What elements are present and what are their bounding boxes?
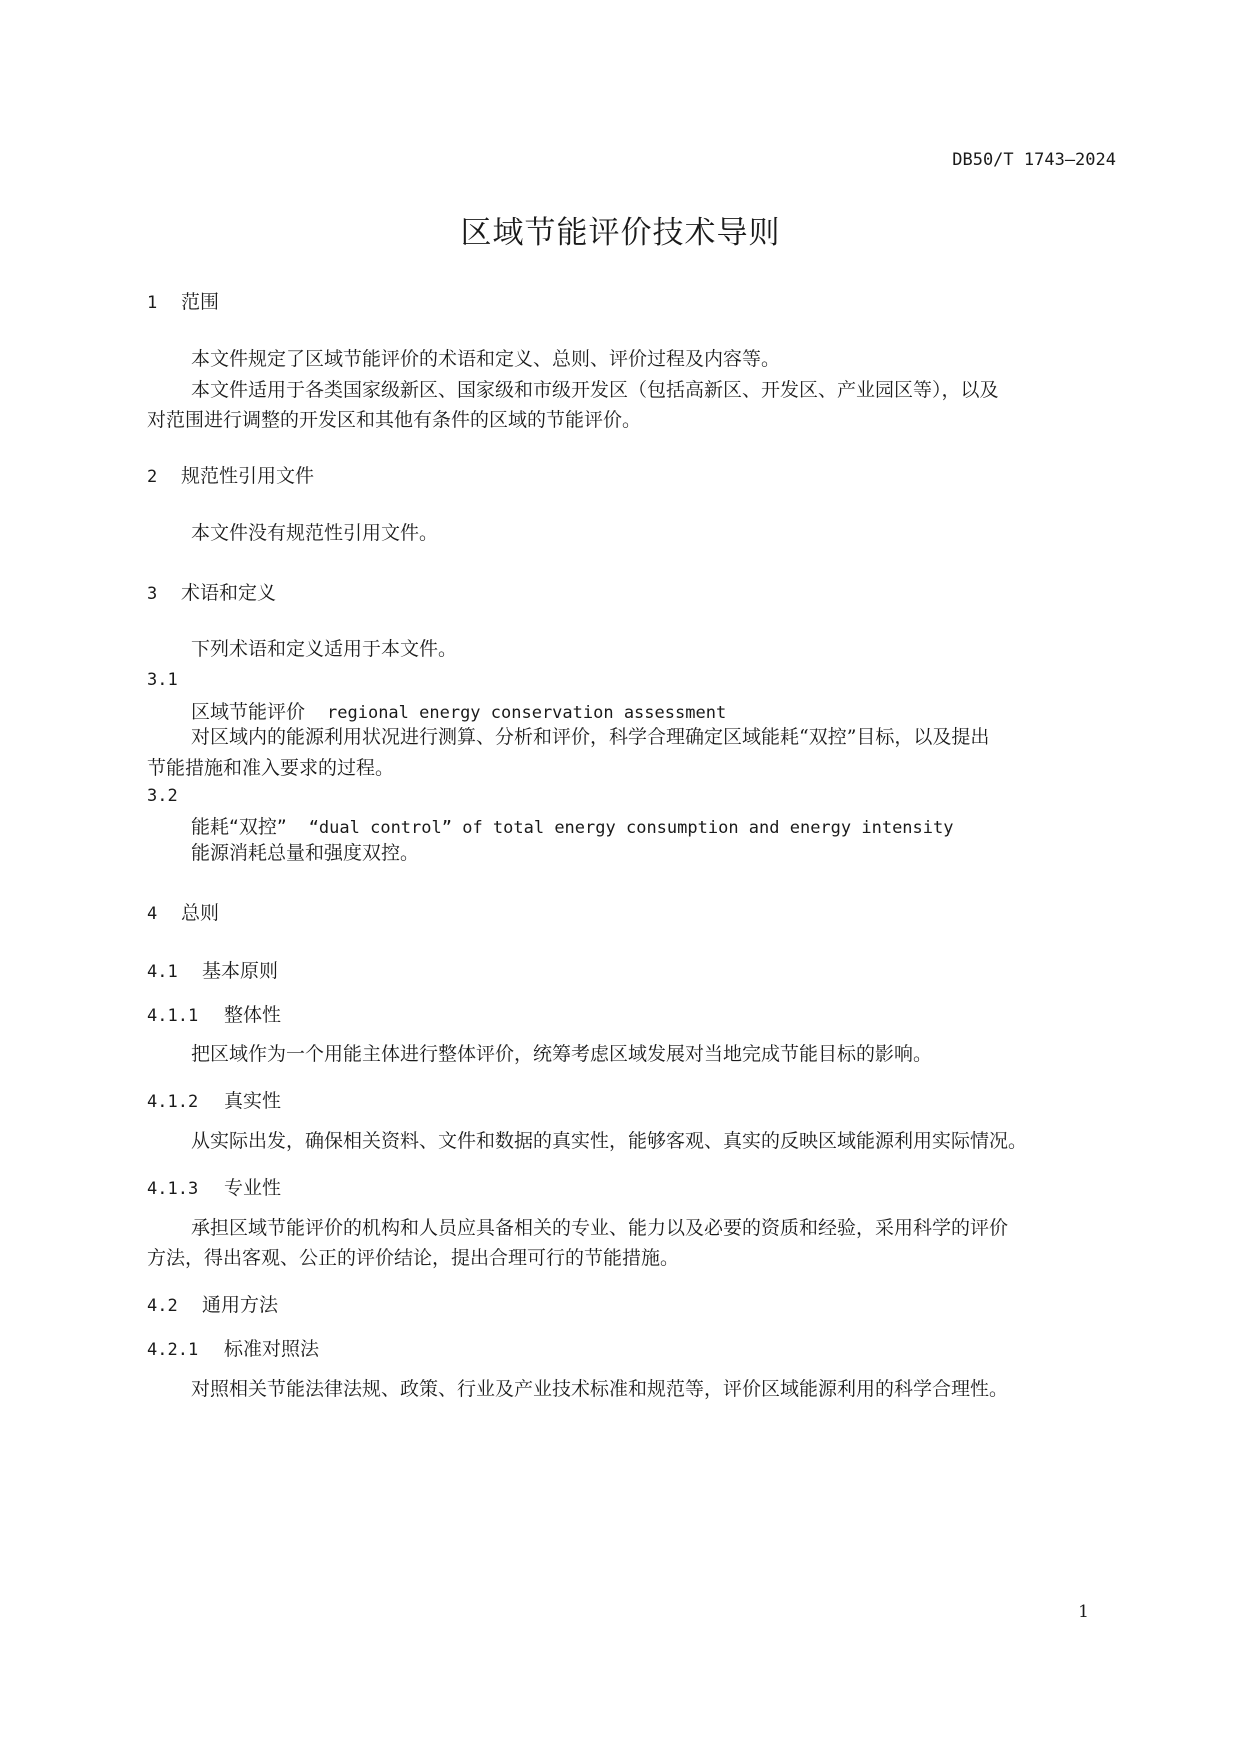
section-number: 2 <box>147 467 158 487</box>
term-entry <box>191 812 953 839</box>
subsection-heading-4-2 <box>147 1290 278 1317</box>
term-chinese: 区域节能评价 <box>191 701 306 723</box>
term-definition: 能源消耗总量和强度双控。 <box>191 842 420 864</box>
section-number: 3 <box>147 584 158 604</box>
section-title: 基本原则 <box>202 960 279 982</box>
paragraph: 下列术语和定义适用于本文件。 <box>191 638 458 660</box>
section-number: 4.2 <box>147 1296 178 1316</box>
section-number: 4.2.1 <box>147 1340 199 1360</box>
section-title: 规范性引用文件 <box>181 465 315 487</box>
term-english: “dual control” of total energy consumption and energy intensity <box>308 818 954 838</box>
term-chinese: 能耗“双控” <box>191 816 287 838</box>
subsection-heading-4-1-1 <box>147 1000 281 1027</box>
paragraph: 方法，得出客观、公正的评价结论，提出合理可行的节能措施。 <box>147 1247 680 1269</box>
section-title: 专业性 <box>224 1177 282 1199</box>
section-title: 标准对照法 <box>224 1338 320 1360</box>
paragraph: 本文件没有规范性引用文件。 <box>191 522 439 544</box>
subsection-heading-4-1 <box>147 956 278 983</box>
section-heading-3 <box>147 578 276 605</box>
document-number: DB50/T 1743—2024 <box>952 150 1116 170</box>
paragraph: 从实际出发，确保相关资料、文件和数据的真实性，能够客观、真实的反映区域能源利用实际情况。 <box>191 1130 1028 1152</box>
term-definition: 节能措施和准入要求的过程。 <box>147 757 395 779</box>
term-definition: 对区域内的能源利用状况进行测算、分析和评价，科学合理确定区域能耗“双控”目标，以及提出 <box>191 726 990 748</box>
section-number: 4.1.1 <box>147 1006 199 1026</box>
document-title: 区域节能评价技术导则 <box>460 215 781 251</box>
subsection-heading-4-2-1 <box>147 1334 319 1361</box>
paragraph: 对范围进行调整的开发区和其他有条件的区域的节能评价。 <box>147 409 642 431</box>
subsection-heading-4-1-2 <box>147 1086 281 1113</box>
term-number: 3.2 <box>147 786 178 806</box>
paragraph: 承担区域节能评价的机构和人员应具备相关的专业、能力以及必要的资质和经验，采用科学的评价 <box>191 1217 1009 1239</box>
subsection-heading-4-1-3 <box>147 1173 281 1200</box>
section-title: 通用方法 <box>202 1294 279 1316</box>
term-english: regional energy conservation assessment <box>327 703 727 723</box>
section-number: 1 <box>147 293 158 313</box>
paragraph: 本文件规定了区域节能评价的术语和定义、总则、评价过程及内容等。 <box>191 348 781 370</box>
term-number: 3.1 <box>147 670 178 690</box>
paragraph: 对照相关节能法律法规、政策、行业及产业技术标准和规范等，评价区域能源利用的科学合理性。 <box>191 1378 1009 1400</box>
section-heading-4 <box>147 898 219 925</box>
section-number: 4.1.3 <box>147 1179 199 1199</box>
section-number: 4 <box>147 904 158 924</box>
page-number: 1 <box>1078 1602 1089 1622</box>
section-title: 总则 <box>181 902 220 924</box>
section-heading-1 <box>147 287 219 314</box>
paragraph: 本文件适用于各类国家级新区、国家级和市级开发区（包括高新区、开发区、产业园区等），以及 <box>191 379 999 401</box>
section-number: 4.1.2 <box>147 1092 199 1112</box>
section-heading-2 <box>147 461 314 488</box>
section-title: 真实性 <box>224 1090 282 1112</box>
section-title: 术语和定义 <box>181 582 277 604</box>
section-title: 整体性 <box>224 1004 282 1026</box>
paragraph: 把区域作为一个用能主体进行整体评价，统筹考虑区域发展对当地完成节能目标的影响。 <box>191 1043 933 1065</box>
section-title: 范围 <box>181 291 220 313</box>
section-number: 4.1 <box>147 962 178 982</box>
